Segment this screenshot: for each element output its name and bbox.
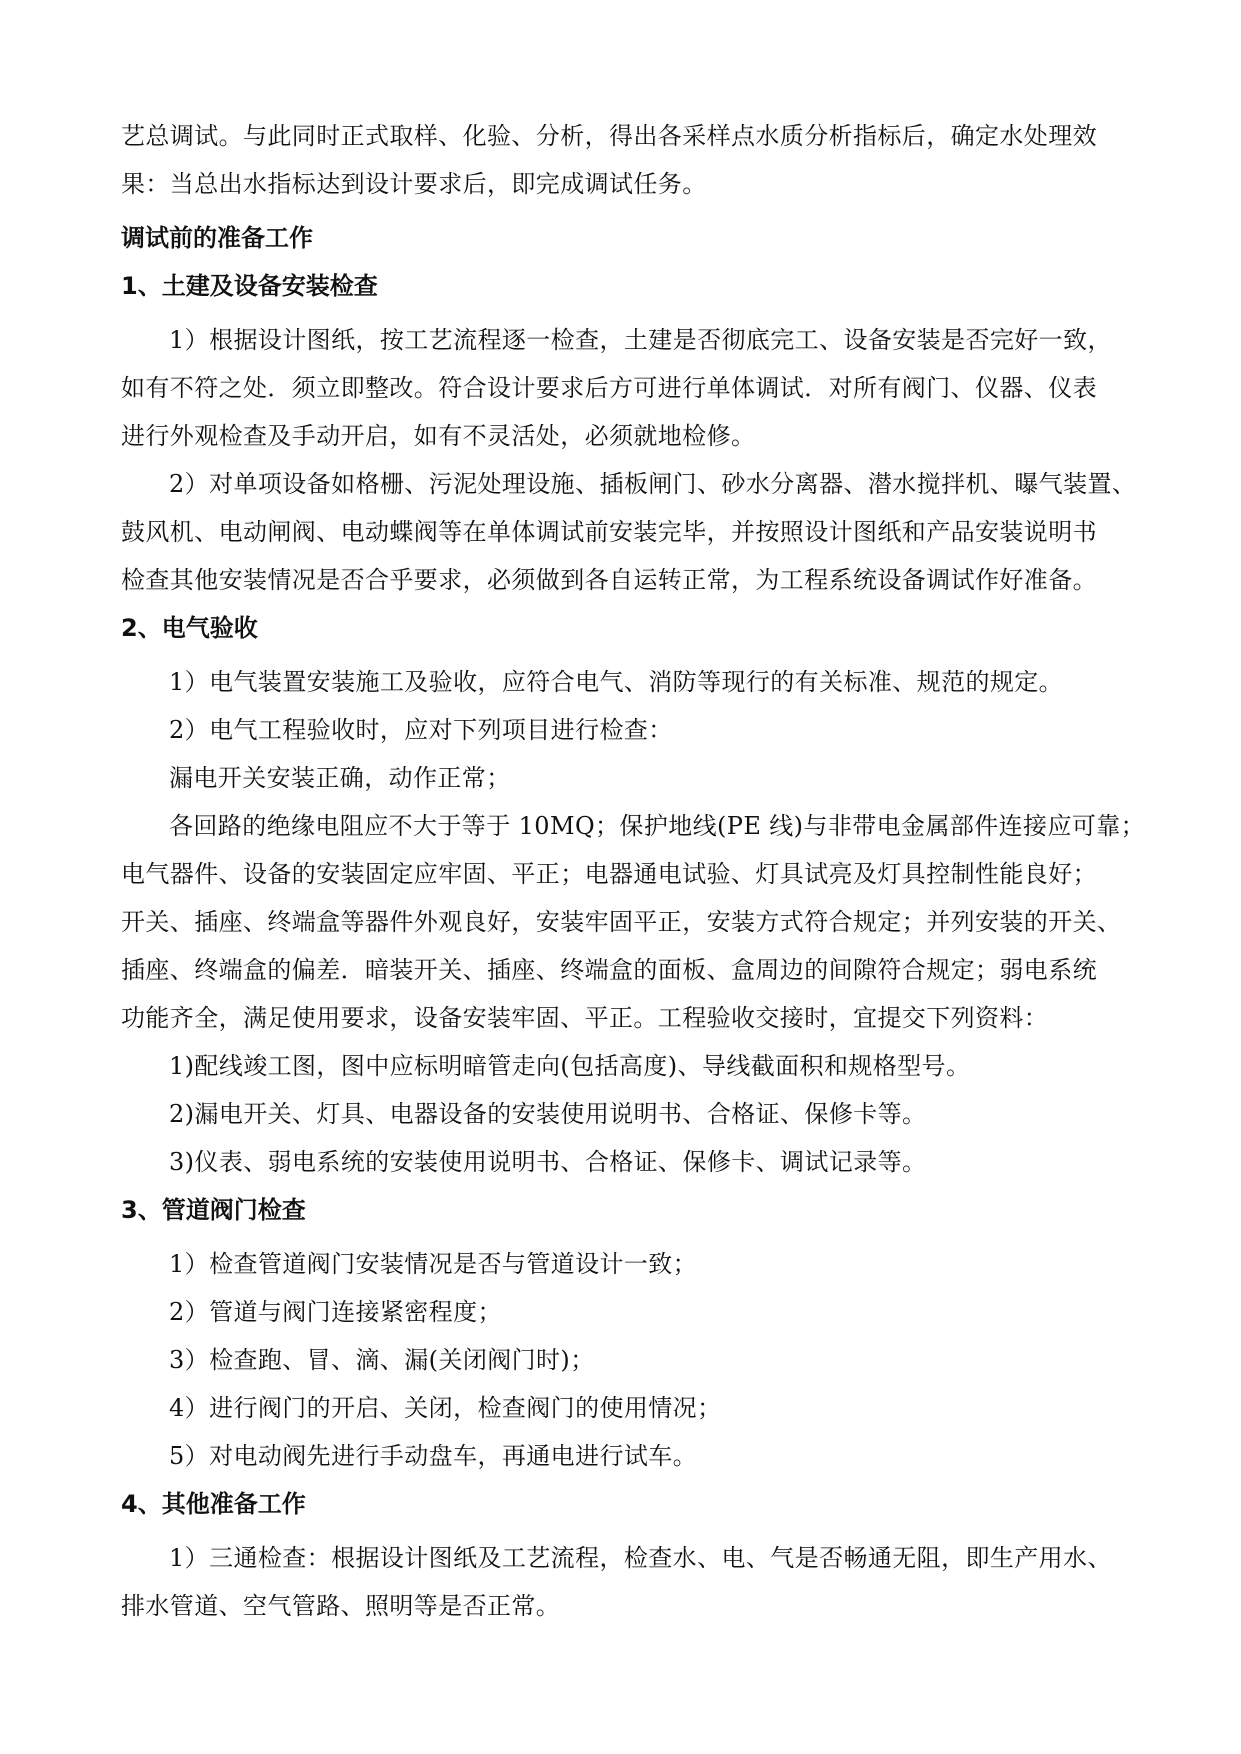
section-1-para-1-line-3: 进行外观检查及手动开启，如有不灵活处，必须就地检修。 (121, 422, 756, 450)
main-heading: 调试前的准备工作 (121, 224, 313, 252)
section-2-doc-2: 2)漏电开关、灯具、电器设备的安装使用说明书、合格证、保修卡等。 (169, 1100, 927, 1128)
section-1-para-2-line-1: 2）对单项设备如格栅、污泥处理设施、插板闸门、砂水分离器、潜水搅拌机、曝气装置、 (169, 470, 1137, 498)
section-4-heading: 4、其他准备工作 (121, 1490, 306, 1518)
section-1-para-2-line-3: 检查其他安装情况是否合乎要求，必须做到各自运转正常，为工程系统设备调试作好准备。 (121, 566, 1097, 594)
section-1-para-2-line-2: 鼓风机、电动闸阀、电动蝶阀等在单体调试前安装完毕，并按照设计图纸和产品安装说明书 (121, 518, 1097, 546)
section-2-para-line-2: 电气器件、设备的安装固定应牢固、平正；电器通电试验、灯具试亮及灯具控制性能良好； (121, 860, 1097, 888)
intro-line-2: 果：当总出水指标达到设计要求后，即完成调试任务。 (121, 170, 707, 198)
section-3-item-4: 4）进行阀门的开启、关闭，检查阀门的使用情况； (169, 1394, 722, 1422)
section-2-para-line-4: 插座、终端盒的偏差．暗装开关、插座、终端盒的面板、盒周边的间隙符合规定；弱电系统 (121, 956, 1097, 984)
section-4-para-line-2: 排水管道、空气管路、照明等是否正常。 (121, 1592, 561, 1620)
section-1-heading: 1、土建及设备安装检查 (121, 272, 378, 300)
section-2-para-line-1: 各回路的绝缘电阻应不大于等于 10MQ；保护地线(PE 线)与非带电金属部件连接应可靠； (169, 812, 1146, 840)
document-page (121, 112, 1146, 1630)
section-1-para-1-line-1: 1）根据设计图纸，按工艺流程逐一检查，土建是否彻底完工、设备安装是否完好一致， (169, 326, 1112, 354)
intro-line-1: 艺总调试。与此同时正式取样、化验、分析，得出各采样点水质分析指标后，确定水处理效 (121, 122, 1097, 150)
section-2-doc-1: 1)配线竣工图，图中应标明暗管走向(包括高度)、导线截面积和规格型号。 (169, 1052, 971, 1080)
section-3-item-2: 2）管道与阀门连接紧密程度； (169, 1298, 502, 1326)
section-2-heading: 2、电气验收 (121, 614, 258, 642)
section-3-item-3: 3）检查跑、冒、滴、漏(关闭阀门时)； (169, 1346, 595, 1374)
section-1-para-1-line-2: 如有不符之处．须立即整改。符合设计要求后方可进行单体调试．对所有阀门、仪器、仪表 (121, 374, 1097, 402)
section-2-item-2: 2）电气工程验收时，应对下列项目进行检查： (169, 716, 673, 744)
section-2-doc-3: 3)仪表、弱电系统的安装使用说明书、合格证、保修卡、调试记录等。 (169, 1148, 927, 1176)
section-2-item-1: 1）电气装置安装施工及验收，应符合电气、消防等现行的有关标准、规范的规定。 (169, 668, 1064, 696)
section-2-para-line-3: 开关、插座、终端盒等器件外观良好，安装牢固平正，安装方式符合规定；并列安装的开关、 (121, 908, 1122, 936)
section-3-item-5: 5）对电动阀先进行手动盘车，再通电进行试车。 (169, 1442, 698, 1470)
section-2-para-line-5: 功能齐全，满足使用要求，设备安装牢固、平正。工程验收交接时，宜提交下列资料： (121, 1004, 1049, 1032)
section-3-heading: 3、管道阀门检查 (121, 1196, 306, 1224)
section-4-para-line-1: 1）三通检查：根据设计图纸及工艺流程，检查水、电、气是否畅通无阻，即生产用水、 (169, 1544, 1112, 1572)
section-3-item-1: 1）检查管道阀门安装情况是否与管道设计一致； (169, 1250, 698, 1278)
section-2-item-3: 漏电开关安装正确，动作正常； (169, 764, 511, 792)
